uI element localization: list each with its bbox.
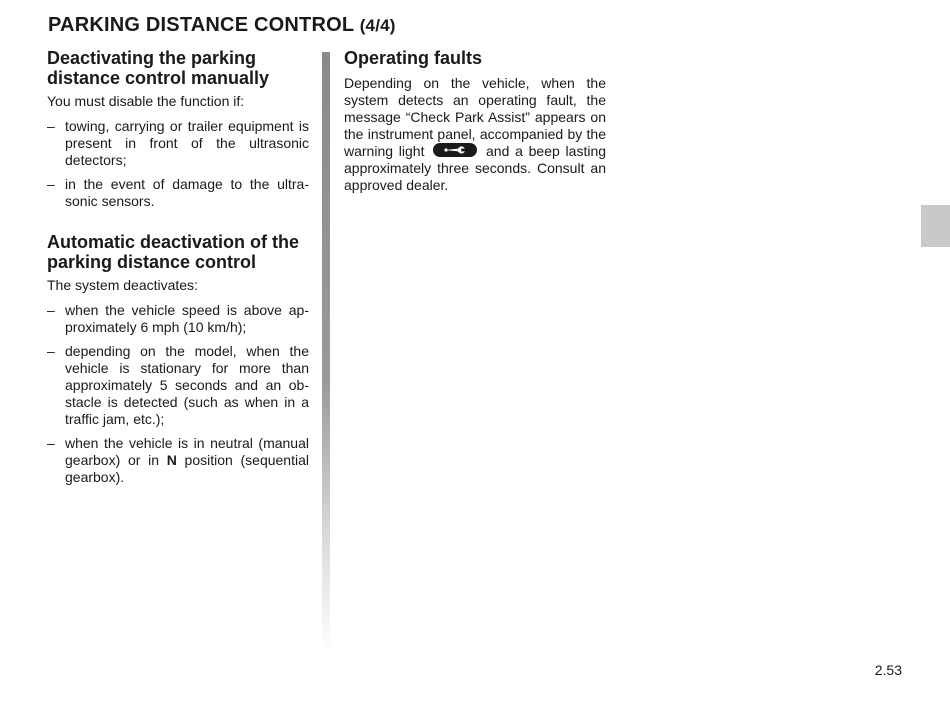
manual-deactivation-list xyxy=(47,118,309,210)
manual-deactivation-heading: Deactivating the parking distance control manually xyxy=(47,48,270,88)
list-item-text-after: position (sequential gearbox). xyxy=(65,452,309,485)
list-dash: – xyxy=(47,435,55,451)
list-item-text: depending on the model, when the vehicle is stationary for more than approximately 5 seconds and an ob-stacle is detected (such as when in a traffic jam, etc.); xyxy=(65,343,309,427)
automatic-deactivation-heading: Automatic deactivation of the parking distance control xyxy=(47,232,300,272)
operating-faults-heading: Operating faults xyxy=(344,48,483,68)
operating-faults-paragraph xyxy=(344,75,606,194)
list-item-text: when the vehicle speed is above ap-proximately 6 mph (10 km/h); xyxy=(65,302,309,335)
automatic-deactivation-intro: The system deactivates: xyxy=(47,277,198,293)
manual-deactivation-section xyxy=(47,48,309,210)
list-item xyxy=(47,302,309,336)
automatic-deactivation-list xyxy=(47,302,309,486)
page-title xyxy=(48,14,396,37)
list-item-text-before: when the vehicle is in neutral (manual gearbox) or in xyxy=(65,435,309,468)
list-dash: – xyxy=(47,176,55,192)
list-item-text: in the event of damage to the ultra-sonic sensors. xyxy=(65,176,309,209)
list-item xyxy=(47,118,309,169)
list-dash: – xyxy=(47,302,55,318)
list-dash: – xyxy=(47,118,55,134)
left-column xyxy=(47,48,309,493)
list-item xyxy=(47,435,309,486)
list-item xyxy=(47,343,309,428)
page-title-suffix: (4/4) xyxy=(359,16,396,35)
right-column xyxy=(344,48,606,194)
thumb-index-tab xyxy=(921,205,950,247)
page-number: 2.53 xyxy=(874,662,902,678)
operating-faults-text-after: and a beep lasting approximately three seconds. Consult an approved dealer. xyxy=(344,143,607,193)
wrench-warning-icon xyxy=(433,143,477,157)
column-divider xyxy=(322,52,330,652)
gear-position-n: N xyxy=(166,452,177,468)
list-item-text: towing, carrying or trailer equipment is present in front of the ultrasonic detectors; xyxy=(65,118,309,168)
manual-deactivation-intro: You must disable the function if: xyxy=(47,93,245,109)
operating-faults-text-before: Depending on the vehicle, when the system detects an operating fault, the message “Check Park Assist” appears on the instrument panel, accompanied by the warning light xyxy=(344,75,606,159)
list-item xyxy=(47,176,309,210)
list-dash: – xyxy=(47,343,55,359)
page-title-text: PARKING DISTANCE CONTROL xyxy=(48,14,354,36)
automatic-deactivation-section xyxy=(47,232,309,486)
